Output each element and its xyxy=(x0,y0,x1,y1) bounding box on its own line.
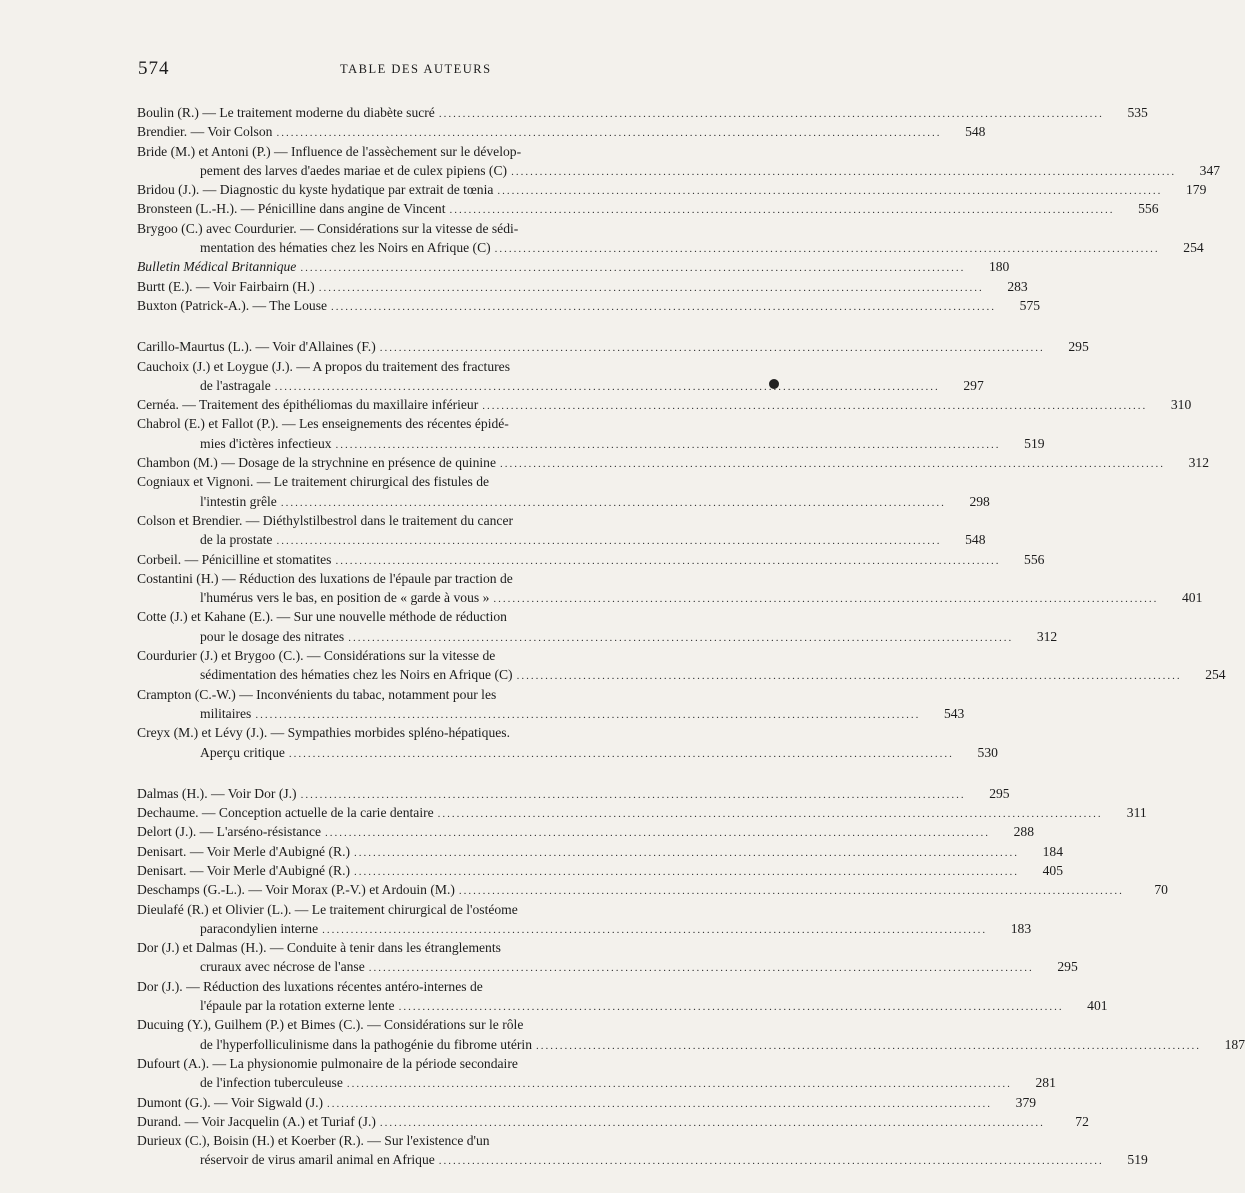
entry-text: Brygoo (C.) avec Courdurier. — Considérations sur la vitesse de sédi- xyxy=(137,220,519,236)
entry-page-number: 179 xyxy=(1186,182,1207,198)
dot-leader xyxy=(319,279,984,298)
index-entry xyxy=(137,122,986,141)
index-entry xyxy=(137,569,689,588)
index-entry xyxy=(137,1015,689,1034)
index-entry xyxy=(137,822,1035,841)
entry-page-number: 312 xyxy=(1188,455,1209,471)
dot-leader xyxy=(325,824,990,843)
entry-page-number: 70 xyxy=(1154,882,1168,898)
entry-text: Durieux (C.), Boisin (H.) et Koerber (R.). — Sur l'existence d'un xyxy=(137,1133,490,1149)
entry-page-number: 298 xyxy=(969,493,990,509)
page-header xyxy=(0,58,800,88)
index-entry xyxy=(137,607,689,626)
index-entry xyxy=(137,803,1147,822)
entry-text: Dor (J.) et Dalmas (H.). — Conduite à tenir dans les étranglements xyxy=(137,940,501,956)
entry-text: Burtt (E.). — Voir Fairbairn (H.) xyxy=(137,278,315,294)
page-number: 574 xyxy=(138,58,170,79)
entry-page-number: 295 xyxy=(1057,959,1078,975)
index-group xyxy=(137,103,1221,315)
entry-text: Dumont (G.). — Voir Sigwald (J.) xyxy=(137,1094,324,1110)
index-entry xyxy=(137,103,1148,122)
index-entry-continuation xyxy=(137,665,1226,684)
index-entry xyxy=(137,723,689,742)
index-entry-continuation xyxy=(137,434,1045,453)
entry-text: Boulin (R.) — Le traitement moderne du diabète sucré xyxy=(137,105,435,120)
entry-text: l'intestin grêle xyxy=(200,493,277,509)
entry-text: Deschamps (G.-L.). — Voir Morax (P.-V.) et Ardouin (M.) xyxy=(137,882,455,898)
dot-leader xyxy=(459,882,1124,901)
index-entry xyxy=(137,977,689,996)
index-entry-continuation xyxy=(137,919,1032,938)
dot-leader xyxy=(439,1152,1104,1171)
index-entry xyxy=(137,472,689,491)
entry-text: de l'hyperfolliculinisme dans la pathogénie du fibrome utérin xyxy=(200,1036,533,1052)
entry-text: Bronsteen (L.-H.). — Pénicilline dans angine de Vincent xyxy=(137,201,446,217)
entry-page-number: 288 xyxy=(1013,824,1035,840)
index-group xyxy=(137,337,1226,762)
index-entry xyxy=(137,296,1041,315)
entry-text: Denisart. — Voir Merle d'Aubigné (R.) xyxy=(137,862,350,878)
entry-page-number: 535 xyxy=(1127,105,1148,120)
entry-text: Carillo-Maurtus (L.). — Voir d'Allaines (F.) xyxy=(137,339,376,355)
index-entry xyxy=(137,784,1010,803)
entry-text: Dieulafé (R.) et Olivier (L.). — Le traitement chirurgical de l'ostéome xyxy=(137,901,518,917)
dot-leader xyxy=(493,590,1158,609)
print-speck xyxy=(769,379,779,389)
index-entry xyxy=(137,180,1207,199)
index-entry xyxy=(137,199,1159,218)
entry-page-number: 556 xyxy=(1024,551,1045,567)
entry-text: Bridou (J.). — Diagnostic du kyste hydatique par extrait de tœnia xyxy=(137,182,494,198)
entry-page-number: 548 xyxy=(965,532,986,548)
index-entry xyxy=(137,257,1010,276)
index-entry xyxy=(137,357,689,376)
index-entry-continuation xyxy=(137,588,1203,607)
entry-page-number: 72 xyxy=(1075,1113,1089,1129)
entry-text: Courdurier (J.) et Brygoo (C.). — Considérations sur la vitesse de xyxy=(137,648,496,664)
index-entry-continuation xyxy=(137,238,1204,257)
entry-page-number: 519 xyxy=(1127,1152,1148,1168)
entry-page-number: 180 xyxy=(988,259,1010,275)
entry-text: Corbeil. — Pénicilline et stomatites xyxy=(137,551,332,567)
index-entry xyxy=(137,938,689,957)
index-group xyxy=(137,784,1245,1170)
index-entry-continuation xyxy=(137,996,1108,1015)
index-entry xyxy=(137,685,689,704)
index-entry-continuation xyxy=(137,161,1221,180)
dot-leader xyxy=(500,455,1165,474)
index-entry-continuation xyxy=(137,743,998,762)
entry-text: Dechaume. — Conception actuelle de la carie dentaire xyxy=(137,805,434,821)
entry-page-number: 311 xyxy=(1126,805,1147,821)
entry-text: Durand. — Voir Jacquelin (A.) et Turiaf (J.) xyxy=(137,1113,376,1129)
entry-page-number: 254 xyxy=(1205,667,1226,683)
entry-page-number: 184 xyxy=(1042,843,1063,859)
dot-leader xyxy=(517,667,1182,686)
entry-text: Crampton (C.-W.) — Inconvénients du tabac, notamment pour les xyxy=(137,686,497,702)
index-entry xyxy=(137,842,1063,861)
entry-page-number: 310 xyxy=(1170,397,1192,413)
index-entry xyxy=(137,1131,689,1150)
index-entry-continuation xyxy=(137,530,986,549)
index-entry xyxy=(137,142,689,161)
entry-page-number: 548 xyxy=(965,124,986,140)
entry-page-number: 281 xyxy=(1035,1075,1056,1091)
entry-text: pement des larves d'aedes mariae et de culex pipiens (C) xyxy=(200,162,508,178)
entry-text: Chabrol (E.) et Fallot (P.). — Les enseignements des récentes épidé- xyxy=(137,416,509,432)
entry-text: Cogniaux et Vignoni. — Le traitement chirurgical des fistules de xyxy=(137,474,490,490)
entry-text: Cernéa. — Traitement des épithéliomas du maxillaire inférieur xyxy=(137,397,479,413)
entry-text: Buxton (Patrick-A.). — The Louse xyxy=(137,297,328,313)
dot-leader xyxy=(354,844,1019,863)
dot-leader xyxy=(482,397,1147,416)
index-entry-continuation xyxy=(137,627,1058,646)
entry-text: réservoir de virus amaril animal en Afrique xyxy=(200,1152,435,1168)
index-entry xyxy=(137,511,689,530)
entry-page-number: 530 xyxy=(977,744,998,760)
entry-text: Dor (J.). — Réduction des luxations récentes antéro-internes de xyxy=(137,978,483,994)
index-entry xyxy=(137,1054,689,1073)
entry-text: Denisart. — Voir Merle d'Aubigné (R.) xyxy=(137,843,350,859)
entry-text: Brendier. — Voir Colson xyxy=(137,124,273,140)
entry-page-number: 543 xyxy=(943,705,965,721)
entry-text: l'épaule par la rotation externe lente xyxy=(200,998,395,1014)
dot-leader xyxy=(497,182,1162,201)
entry-page-number: 187 xyxy=(1224,1036,1245,1052)
entry-text: Costantini (H.) — Réduction des luxations de l'épaule par traction de xyxy=(137,570,513,586)
dot-leader xyxy=(276,532,941,551)
author-index xyxy=(137,103,1245,1192)
entry-text: sédimentation des hématies chez les Noirs en Afrique (C) xyxy=(200,667,513,683)
dot-leader xyxy=(439,105,1104,124)
dot-leader xyxy=(327,1095,992,1114)
entry-text: de la prostate xyxy=(200,532,273,548)
entry-text: de l'infection tuberculeuse xyxy=(200,1075,343,1091)
dot-leader xyxy=(289,745,954,764)
entry-text: Dufourt (A.). — La physionomie pulmonaire de la période secondaire xyxy=(137,1055,518,1071)
entry-page-number: 519 xyxy=(1024,435,1045,451)
index-entry xyxy=(137,550,1045,569)
index-entry xyxy=(137,1112,1089,1131)
dot-leader xyxy=(536,1037,1201,1056)
index-entry xyxy=(137,453,1209,472)
entry-page-number: 312 xyxy=(1036,628,1058,644)
entry-page-number: 379 xyxy=(1015,1094,1037,1110)
entry-page-number: 297 xyxy=(963,377,984,393)
index-entry xyxy=(137,219,689,238)
entry-page-number: 401 xyxy=(1181,590,1203,606)
dot-leader xyxy=(511,163,1176,182)
entry-page-number: 254 xyxy=(1183,240,1204,256)
entry-text: Dalmas (H.). — Voir Dor (J.) xyxy=(137,785,297,801)
dot-leader xyxy=(450,201,1115,220)
entry-text: Cotte (J.) et Kahane (E.). — Sur une nouvelle méthode de réduction xyxy=(137,609,507,625)
index-entry xyxy=(137,880,1168,899)
index-entry-continuation xyxy=(137,1035,1245,1054)
dot-leader xyxy=(331,298,996,317)
entry-text: militaires xyxy=(200,705,252,721)
entry-text: paracondylien interne xyxy=(200,920,319,936)
index-entry-continuation xyxy=(137,1150,1148,1169)
entry-text: Delort (J.). — L'arséno-résistance xyxy=(137,824,322,840)
entry-text: Aperçu critique xyxy=(200,744,285,760)
entry-page-number: 401 xyxy=(1087,998,1108,1014)
index-entry-continuation xyxy=(137,957,1078,976)
entry-text: cruraux avec nécrose de l'anse xyxy=(200,959,365,975)
entry-page-number: 295 xyxy=(989,785,1010,801)
index-entry-continuation xyxy=(137,376,984,395)
entry-text: Ducuing (Y.), Guilhem (P.) et Bimes (C.). — Considérations sur le rôle xyxy=(137,1017,524,1033)
entry-text: Creyx (M.) et Lévy (J.). — Sympathies morbides spléno-hépatiques. xyxy=(137,725,510,741)
index-entry xyxy=(137,861,1063,880)
entry-text: mentation des hématies chez les Noirs en Afrique (C) xyxy=(200,240,491,256)
entry-text: l'humérus vers le bas, en position de « garde à vous » xyxy=(200,590,490,606)
dot-leader xyxy=(347,1075,1012,1094)
entry-page-number: 347 xyxy=(1199,162,1221,178)
index-entry xyxy=(137,337,1089,356)
entry-text: Bulletin Médical Britannique xyxy=(137,259,297,275)
index-entry xyxy=(137,1093,1037,1112)
entry-page-number: 405 xyxy=(1042,862,1063,878)
entry-text: Chambon (M.) — Dosage de la strychnine en présence de quinine xyxy=(137,455,496,471)
entry-text: de l'astragale xyxy=(200,377,271,393)
index-entry xyxy=(137,414,689,433)
entry-page-number: 575 xyxy=(1019,297,1041,313)
entry-page-number: 295 xyxy=(1068,339,1089,355)
index-entry-continuation xyxy=(137,1073,1056,1092)
entry-text: mies d'ictères infectieux xyxy=(200,435,332,451)
index-entry xyxy=(137,277,1028,296)
entry-page-number: 556 xyxy=(1138,201,1159,217)
entry-page-number: 283 xyxy=(1007,278,1028,294)
entry-text: pour le dosage des nitrates xyxy=(200,628,345,644)
entry-page-number: 183 xyxy=(1010,920,1032,936)
index-entry xyxy=(137,646,689,665)
entry-text: Cauchoix (J.) et Loygue (J.). — A propos du traitement des fractures xyxy=(137,358,510,374)
index-entry-continuation xyxy=(137,492,990,511)
dot-leader xyxy=(300,259,965,278)
running-title: TABLE DES AUTEURS xyxy=(340,62,492,76)
dot-leader xyxy=(495,240,1160,259)
index-entry xyxy=(137,900,689,919)
entry-text: Colson et Brendier. — Diéthylstilbestrol dans le traitement du cancer xyxy=(137,512,513,528)
index-entry-continuation xyxy=(137,704,965,723)
index-entry xyxy=(137,395,1192,414)
entry-text: Bride (M.) et Antoni (P.) — Influence de l'assèchement sur le dévelop- xyxy=(137,143,522,159)
